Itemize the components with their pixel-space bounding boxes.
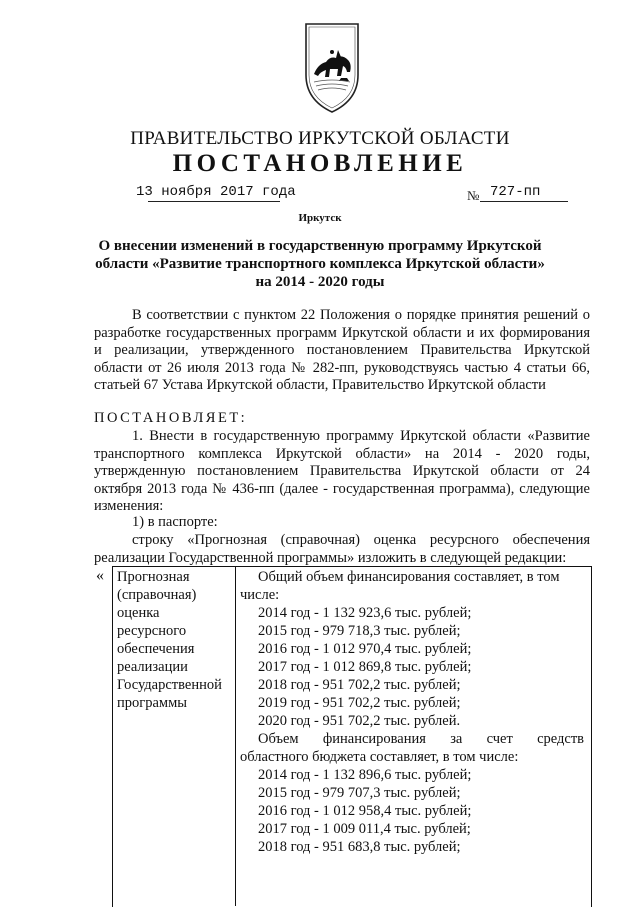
left-cell-line: Государственной xyxy=(117,677,222,693)
resolves-heading: ПОСТАНОВЛЯЕТ: xyxy=(94,410,248,426)
number-underline xyxy=(480,201,568,202)
total-year-line: 2017 год - 1 012 869,8 тыс. рублей; xyxy=(258,659,472,675)
instruction-paragraph: строку «Прогнозная (справочная) оценка ресурсного обеспечения реализации Государственной программы» изложить в следующей редакции: xyxy=(94,532,590,566)
subitem-1-paragraph: 1) в паспорте: xyxy=(132,514,218,530)
total-year-line: 2014 год - 1 132 923,6 тыс. рублей; xyxy=(258,605,472,621)
title-line: на 2014 - 2020 годы xyxy=(255,274,385,290)
regional-year-line: 2016 год - 1 012 958,4 тыс. рублей; xyxy=(258,803,472,819)
regional-year-line: 2017 год - 1 009 011,4 тыс. рублей; xyxy=(258,821,471,837)
total-year-line: 2015 год - 979 718,3 тыс. рублей; xyxy=(258,623,461,639)
regional-intro-cont: областного бюджета составляет, в том числе: xyxy=(240,749,519,765)
regional-year-line: 2014 год - 1 132 896,6 тыс. рублей; xyxy=(258,767,472,783)
regional-year-line: 2015 год - 979 707,3 тыс. рублей; xyxy=(258,785,461,801)
total-intro: Общий объем финансирования составляет, в том xyxy=(258,569,560,585)
total-year-line: 2018 год - 951 702,2 тыс. рублей; xyxy=(258,677,461,693)
regional-intro: Объем финансирования за счет средств xyxy=(258,731,584,747)
number-sign: № xyxy=(467,188,480,203)
document-type: ПОСТАНОВЛЕНИЕ xyxy=(172,150,468,177)
item-1-paragraph: 1. Внести в государственную программу Иркутской области «Развитие транспортного комплекса Иркутской области» на 2014 - 2020 годы, утвержденную постановлением Правительства Иркутской области от 24 октября 2013 года № 436-пп (далее - государственная программа), следующие изменения: xyxy=(94,428,590,514)
document-title xyxy=(80,237,560,291)
table-column-divider xyxy=(235,566,236,906)
table-left-column xyxy=(117,568,235,712)
total-year-line: 2016 год - 1 012 970,4 тыс. рублей; xyxy=(258,641,472,657)
left-cell-line: оценка xyxy=(117,605,160,621)
government-name: ПРАВИТЕЛЬСТВО ИРКУТСКОЙ ОБЛАСТИ xyxy=(130,128,510,149)
regional-year-line: 2018 год - 951 683,8 тыс. рублей; xyxy=(258,839,461,855)
left-cell-line: ресурсного xyxy=(117,623,187,639)
date-underline xyxy=(148,201,280,202)
title-line: О внесении изменений в государственную программу Иркутской xyxy=(98,238,542,254)
open-quote: « xyxy=(96,567,104,584)
document-date: 13 ноября 2017 года xyxy=(136,184,296,200)
left-cell-line: Прогнозная xyxy=(117,569,190,585)
document-number: 727-пп xyxy=(490,184,541,200)
total-intro-cont: числе: xyxy=(240,587,280,603)
total-year-line: 2020 год - 951 702,2 тыс. рублей. xyxy=(258,713,461,729)
left-cell-line: программы xyxy=(117,695,187,711)
total-year-line: 2019 год - 951 702,2 тыс. рублей; xyxy=(258,695,461,711)
title-line: области «Развитие транспортного комплекса Иркутской области» xyxy=(95,256,545,272)
left-cell-line: обеспечения xyxy=(117,641,195,657)
left-cell-line: реализации xyxy=(117,659,188,675)
city: Иркутск xyxy=(298,212,342,224)
table-right-column xyxy=(240,568,584,856)
irkutsk-coat-of-arms-icon xyxy=(300,20,364,115)
preamble-paragraph: В соответствии с пунктом 22 Положения о порядке принятия решений о разработке государственных программ Иркутской области и их формирования и реализации, утвержденного постановлением Правительства Иркутской области от 26 июля 2013 года № 282-пп, руководствуясь частью 4 статьи 66, статьей 67 Устава Иркутской области, Правительство Иркутской области xyxy=(94,307,590,393)
left-cell-line: (справочная) xyxy=(117,587,197,603)
